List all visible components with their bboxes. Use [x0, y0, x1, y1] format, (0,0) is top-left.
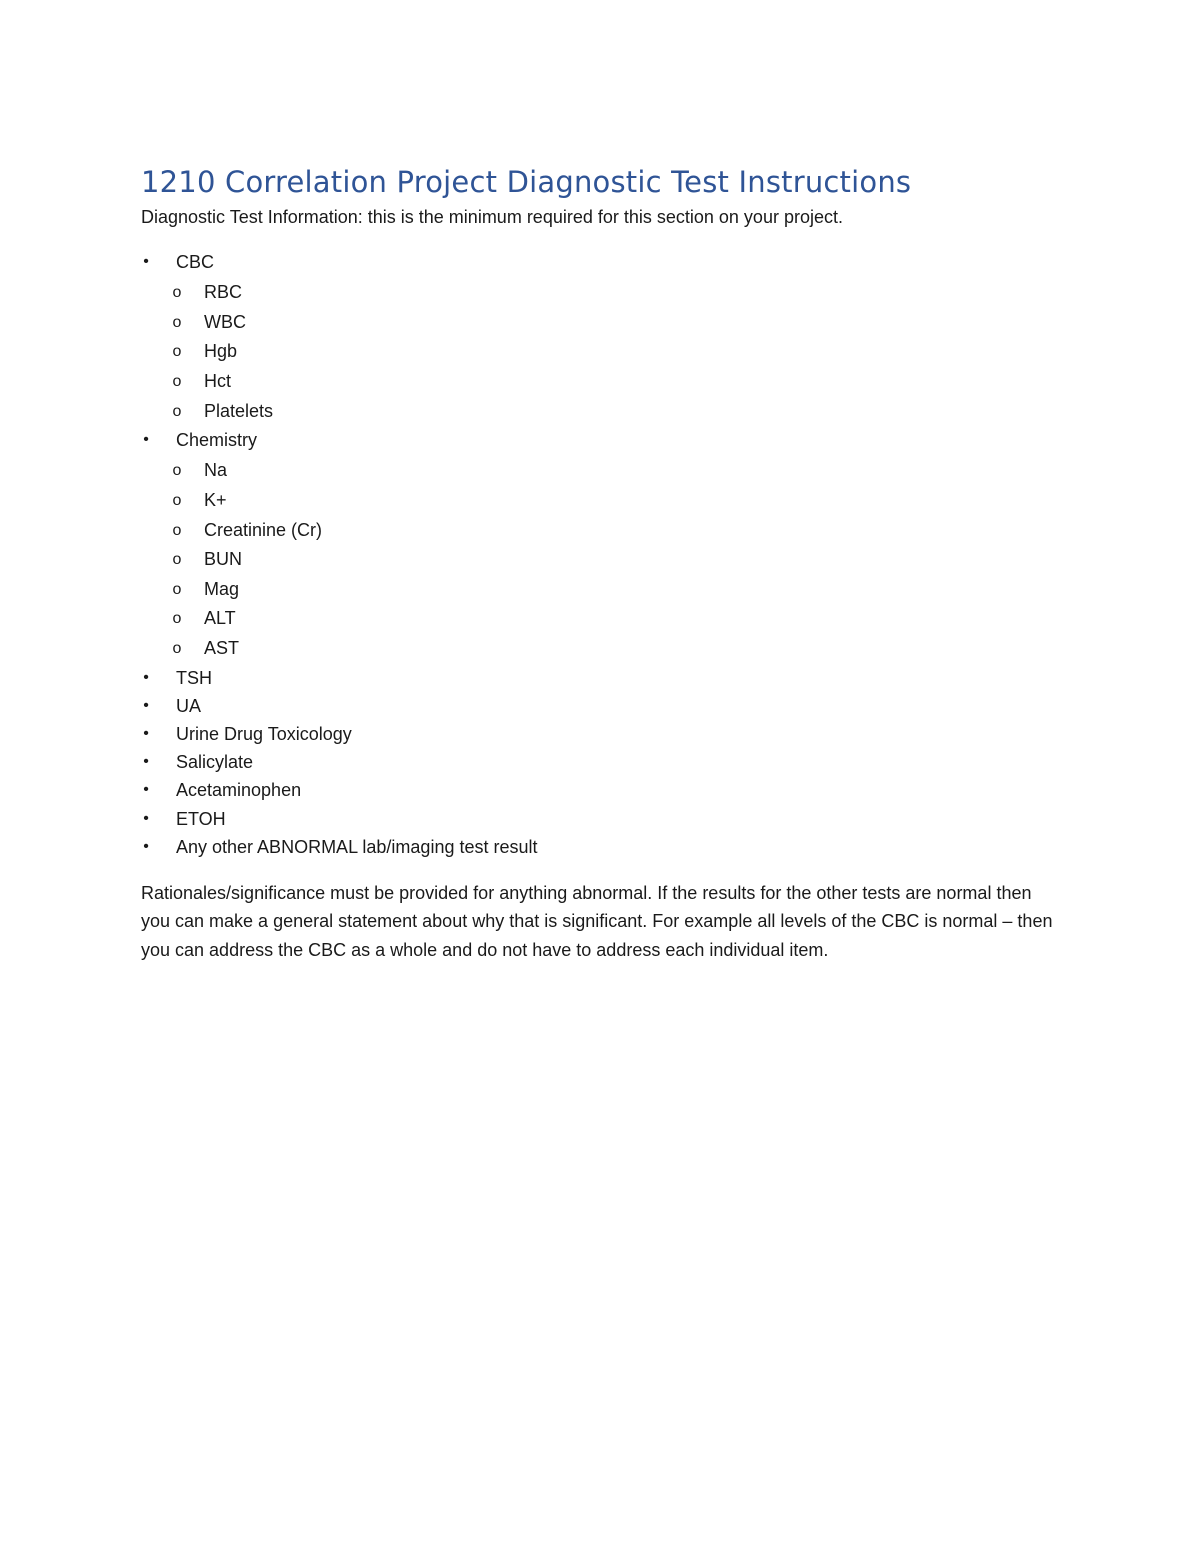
sub-list-item-label: Mag: [204, 578, 240, 599]
sub-list-item: [172, 456, 1061, 486]
bullet-icon: •: [143, 724, 149, 742]
sub-list-item-label: RBC: [204, 282, 243, 303]
sub-list-item: [172, 545, 1061, 575]
sub-list-item-label: AST: [204, 637, 240, 658]
sub-list-item-label: Hct: [204, 370, 231, 391]
list-item: [141, 776, 1061, 804]
sub-bullet-icon: o: [172, 462, 182, 480]
sub-bullet-icon: o: [172, 610, 182, 628]
sub-bullet-icon: o: [172, 402, 182, 420]
list-item-label: Salicylate: [176, 752, 254, 773]
sub-bullet-icon: o: [172, 639, 182, 657]
list-item-label: TSH: [176, 667, 212, 688]
document-title: 1210 Correlation Project Diagnostic Test Instructions: [141, 165, 912, 199]
diagnostic-test-list: [141, 248, 1061, 861]
list-item: [141, 426, 1061, 663]
list-item: [141, 833, 1061, 861]
list-item-label: Urine Drug Toxicology: [176, 723, 352, 744]
sub-list-item-label: K+: [204, 489, 227, 510]
rationale-paragraph: Rationales/significance must be provided for anything abnormal. If the results for the other tests are normal then you can make a general statement about why that is significant. For example all levels of the CBC is normal – then you can address the CBC as a whole and do not have to address each individual item.: [141, 882, 1053, 960]
sub-bullet-icon: o: [172, 313, 182, 331]
list-item: [141, 805, 1061, 833]
sub-bullet-icon: o: [172, 284, 182, 302]
list-item-label: Any other ABNORMAL lab/imaging test result: [176, 836, 538, 857]
sub-list-item: [172, 278, 1061, 308]
bullet-icon: •: [143, 696, 149, 714]
sub-list-item: [172, 516, 1061, 546]
document-subtitle: Diagnostic Test Information: this is the minimum required for this section on your project.: [141, 207, 843, 227]
bullet-icon: •: [143, 781, 149, 799]
sub-bullet-icon: o: [172, 521, 182, 539]
sub-list-item: [172, 604, 1061, 634]
list-item-label: Chemistry: [176, 430, 258, 451]
sub-list-item-label: WBC: [204, 311, 246, 332]
sub-list-item-label: Creatinine (Cr): [204, 519, 323, 540]
sub-list-item: [172, 575, 1061, 605]
sub-list-item-label: Na: [204, 460, 228, 481]
list-item: [141, 664, 1061, 692]
list-item-label: UA: [176, 695, 202, 716]
bullet-icon: •: [143, 668, 149, 686]
sub-list-item-label: Platelets: [204, 400, 274, 421]
sub-list-item: [172, 397, 1061, 427]
list-item: [141, 692, 1061, 720]
sub-list-item-label: BUN: [204, 549, 243, 570]
bullet-icon: •: [143, 253, 149, 270]
sub-list-item: [172, 367, 1061, 397]
list-item: [141, 248, 1061, 426]
sub-list-item: [172, 337, 1061, 367]
sub-bullet-icon: o: [172, 491, 182, 509]
sub-list: [172, 456, 1061, 663]
bullet-icon: •: [143, 809, 149, 827]
list-item: [141, 720, 1061, 748]
bullet-icon: •: [143, 837, 149, 855]
list-item-label: Acetaminophen: [176, 780, 302, 801]
sub-bullet-icon: o: [172, 372, 182, 390]
sub-list-item-label: ALT: [204, 608, 236, 629]
sub-bullet-icon: o: [172, 343, 182, 361]
document-page: [141, 160, 1061, 964]
sub-list-item-label: Hgb: [204, 341, 238, 362]
sub-list: [172, 278, 1061, 426]
list-item-label: CBC: [176, 252, 215, 272]
sub-list-item: [172, 634, 1061, 664]
list-item: [141, 748, 1061, 776]
bullet-icon: •: [143, 753, 149, 771]
sub-list-item: [172, 308, 1061, 338]
sub-list-item: [172, 486, 1061, 516]
sub-bullet-icon: o: [172, 551, 182, 569]
sub-bullet-icon: o: [172, 580, 182, 598]
bullet-icon: •: [143, 431, 149, 449]
list-item-label: ETOH: [176, 808, 226, 829]
